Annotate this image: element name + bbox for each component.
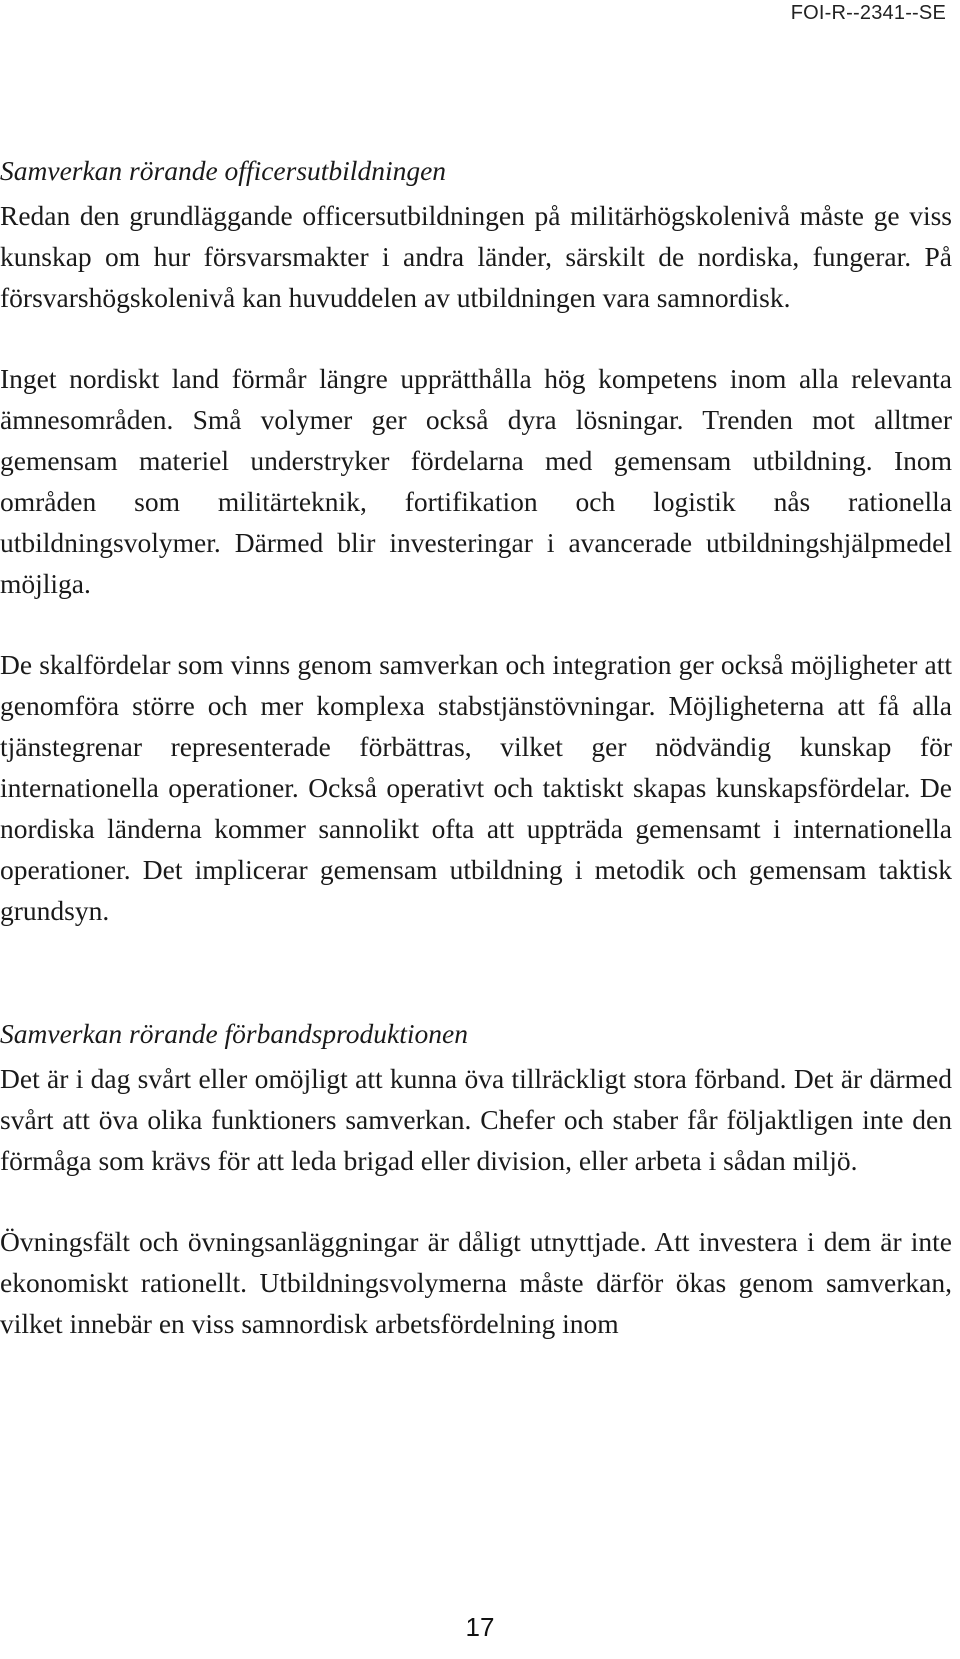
paragraph: Övningsfält och övningsanläggningar är dåligt utnyttjade. Att investera i dem är inte ekonomiskt rationellt. Utbildningsvolymerna måste därför ökas genom samverkan, vilket innebär en viss samnordisk arbetsfördelning inom — [0, 1226, 952, 1339]
paragraph: Det är i dag svårt eller omöjligt att kunna öva tillräckligt stora förband. Det är därmed svårt att öva olika funktioners samverkan. Chefer och staber får följaktligen inte den förmåga som krävs för att leda brigad eller division, eller arbeta i sådan miljö. — [0, 1063, 952, 1176]
report-id: FOI-R--2341--SE — [790, 2, 946, 24]
paragraph: De skalfördelar som vinns genom samverkan och integration ger också möjligheter att genomföra större och mer komplexa stabstjänstövningar. Möjligheterna att få alla tjänstegrenar representerade förbättras, vilket ger nödvändig kunskap för internationella operationer. Också operativt och taktiskt skapas kunskapsfördelar. De nordiska länderna kommer sannolikt ofta att uppträda gemensamt i internationella operationer. Det implicerar gemensam utbildning i metodik och gemensam taktisk grundsyn. — [0, 649, 952, 926]
page-number: 17 — [465, 1612, 495, 1642]
section-heading-officer-training: Samverkan rörande officersutbildningen — [0, 155, 447, 186]
paragraph: Redan den grundläggande officersutbildningen på militärhögskolenivå måste ge viss kunskap om hur försvarsmakter i andra länder, särskilt de nordiska, fungerar. På försvarshögskolenivå kan huvuddelen av utbildningen vara samnordisk. — [0, 200, 952, 313]
section-heading-unit-production: Samverkan rörande förbandsproduktionen — [0, 1018, 468, 1049]
paragraph: Inget nordiskt land förmår längre upprätthålla hög kompetens inom alla relevanta ämnesområden. Små volymer ger också dyra lösningar. Trenden mot alltmer gemensam materiel understryker fördelarna med gemensam utbildning. Inom områden som militärteknik, fortifikation och logistik nås rationella utbildningsvolymer. Därmed blir investeringar i avancerade utbildningshjälpmedel möjliga. — [0, 363, 952, 599]
page-body — [0, 150, 952, 1344]
